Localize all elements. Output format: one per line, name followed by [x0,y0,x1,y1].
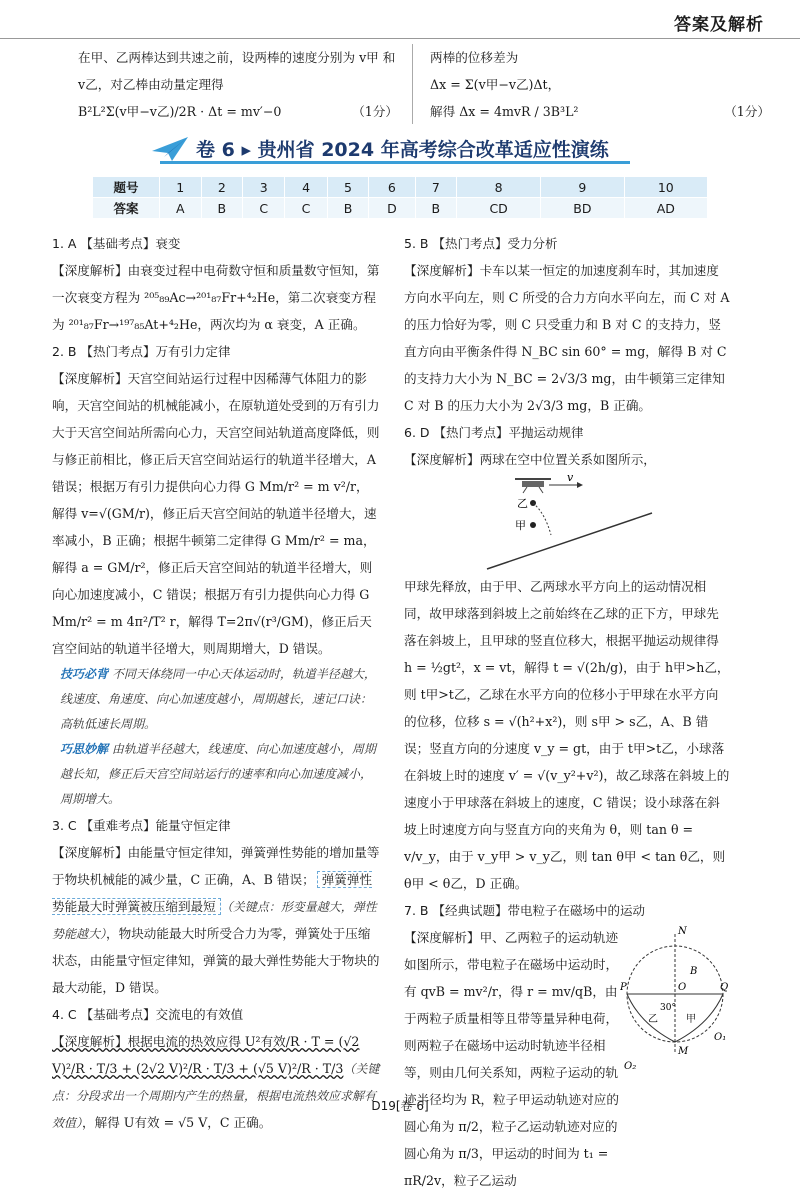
table-cell: 5 [327,177,369,198]
table-cell: B [415,198,457,219]
drone-icon [515,479,551,493]
top-right-score: （1分） [724,104,770,119]
q5-heading: 5. B 【热门考点】受力分析 [404,236,558,251]
table-cell: BD [541,198,624,219]
q3-key-note: （关键点：形变量越大，弹性势能越大） [52,900,377,941]
q4-heading: 4. C 【基础考点】交流电的有效值 [52,1007,244,1022]
top-left-line1: 在甲、乙两棒达到共速之前，设两棒的速度分别为 v甲 和 [78,50,396,65]
top-right-block [430,44,770,125]
table-cell: CD [457,198,541,219]
header-title: 答案及解析 [674,15,764,35]
table-cell: AD [624,198,707,219]
table-cell: 9 [541,177,624,198]
q3-text-2: ，物块动能最大时所受合力为零，弹簧处于压缩状态，由能量守恒定律知，弹簧的最大弹性势能大于物块的最大动能，D 错误。 [52,926,380,995]
table-cell: A [160,198,202,219]
q4-key-note: （关键点：分段求出一个周期内产生的热量，根据电流热效应求解有效值） [52,1062,380,1130]
table-cell: 3 [243,177,285,198]
q1-explanation: 【深度解析】由衰变过程中电荷数守恒和质量数守恒知，第一次衰变方程为 ²⁰⁵₈₉Ac→²⁰¹₈₇Fr+⁴₂He，第二次衰变方程为 ²⁰¹₈₇Fr→¹⁹⁷₈₅At+⁴₂He，两次均为 α 衰变，A 正确。 [52,263,380,332]
right-column [404,230,730,1194]
tip-clever [52,737,380,812]
label-P: P [620,982,627,993]
tip-memorize [52,662,380,737]
table-cell: C [285,198,327,219]
q3-explanation [52,839,380,1001]
top-left-score: （1分） [352,104,398,119]
table-cell: 4 [285,177,327,198]
top-right-equation: 解得 Δx = 4mvR / 3B³L² [430,104,579,119]
table-cell: B [201,198,243,219]
projectile-diagram [477,473,657,573]
slope-line [487,513,652,569]
column-divider [412,44,413,124]
q6-heading: 6. D 【热门考点】平抛运动规律 [404,425,584,440]
table-row-answers [93,198,708,219]
label-jia: 甲 [686,1014,696,1025]
table-cell: C [243,198,285,219]
q7-explanation: 【深度解析】甲、乙两粒子的运动轨迹如图所示，带电粒子在磁场中运动时，有 qvB = mv²/r，得 r = mv/qB，由于两粒子质量相等且带等量异种电荷，则两粒子在磁场中运动时轨迹半径相等，则由几何关系知，两粒子运动的轨迹半径均为 R，粒子甲运动轨迹对应的圆心角为 π/2，粒子乙运动轨迹对应的圆心角为 π/3，甲运动的时间为 t₁ = πR/2v，粒子乙运动 [404,930,619,1188]
tip-memorize-text: 不同天体绕同一中心天体运动时，轨道半径越大，线速度、角速度、向心加速度越小，周期越长，速记口诀：高轨低速长周期。 [60,667,376,731]
top-left-block [78,44,398,125]
top-right-line1: 两棒的位移差为 [430,50,519,65]
q7-heading: 7. B 【经典试题】带电粒子在磁场中的运动 [404,903,645,918]
label-angle: 30° [660,1003,676,1013]
banner-title: 卷 6 ▸ 贵州省 2024 年高考综合改革适应性演练 [196,138,609,161]
paper-plane-icon [150,133,190,163]
q4-text-2: ，解得 U有效 = √5 V，C 正确。 [82,1115,272,1130]
row-label-number: 题号 [93,177,160,198]
q3-highlight-box: 弹簧弹性势能最大时弹簧被压缩到最短 [52,872,373,914]
label-O2: O₂ [624,1061,637,1072]
label-yi: 乙 [648,1014,658,1025]
q1-heading: 1. A 【基础考点】衰变 [52,236,181,251]
tip-clever-label: 巧思妙解 [60,742,109,756]
velocity-arrowhead [577,482,583,488]
tip-clever-text: 由轨道半径越大，线速度、向心加速度越小，周期越长知，修正后天宫空间站运行的速率和向心加速度减小，周期增大。 [60,742,376,806]
page-footer: D19[卷 6] [371,1099,429,1113]
ball-jia-label: 甲 [515,519,526,532]
velocity-label: v [567,473,574,484]
table-cell: 7 [415,177,457,198]
q7-block [404,924,730,1194]
table-cell: B [327,198,369,219]
q3-heading: 3. C 【重难考点】能量守恒定律 [52,818,231,833]
q6-explanation: 甲球先释放，由于甲、乙两球水平方向上的运动情况相同，故甲球落到斜坡上之前始终在乙球的正下方，甲球先落在斜坡上，且甲球的竖直位移大，根据平抛运动规律得 h = ½gt²，x = vt，解得 t = √(2h/g)，由于 h甲>h乙，则 t甲>t乙，乙球在水平方向的位移小于甲球在水平方向的位移，位移 s = √(h²+x²)，则 s甲 > s乙，A、B 错误；竖直方向的分速度 v_y = gt，由于 t甲>t乙，小球落在斜坡上时的速度 v′ = √(v_y²+v²)，故乙球落在斜坡上的速度小于甲球落在斜坡上的速度，C 错误；设小球落在斜坡上时速度方向与竖直方向的夹角为 θ，则 tan θ = v/v_y，由于 v_y甲 > v_y乙，则 tan θ甲 < tan θ乙，则 θ甲 < θ乙，D 正确。 [404,579,730,891]
q2-explanation: 【深度解析】天宫空间站运行过程中因稀薄气体阻力的影响，天宫空间站的机械能减小，在原轨道处受到的万有引力大于天宫空间站所需向心力，天宫空间站轨道高度降低，则与修正前相比，修正后天宫空间站运行的轨道半径增大，A 错误；根据万有引力提供向心力得 G Mm/r² = m v²/r，解得 v=√(GM/r)，修正后天宫空间站的轨道半径增大，速率减小，B 正确；根据牛顿第二定律得 G Mm/r² = ma，解得 a = GM/r²，修正后天宫空间站的轨道半径增大，则向心加速度减小，C 错误；根据万有引力提供向心力得 G Mm/r² = m 4π²/T² r，解得 T=2π√(r³/GM)，修正后天宫空间站的轨道半径增大，则周期增大，D 错误。 [52,371,380,656]
table-cell: 1 [160,177,202,198]
magnetic-field-diagram [620,924,730,1074]
ball-jia [530,522,536,528]
left-column [52,230,380,1136]
q6-intro: 【深度解析】两球在空中位置关系如图所示， [404,452,656,467]
q4-explanation [52,1028,380,1136]
table-row-numbers [93,177,708,198]
top-left-line2: v乙，对乙棒由动量定理得 [78,77,224,92]
table-cell: 10 [624,177,707,198]
banner-underline [160,161,630,164]
q5-explanation: 【深度解析】卡车以某一恒定的加速度刹车时，其加速度方向水平向左，则 C 所受的合力方向水平向左，而 C 对 A 的压力恰好为零，则 C 只受重力和 B 对 C 的支持力，竖直方向由平衡条件得 N_BC sin 60° = mg，解得 B 对 C 的支持力大小为 N_BC = 2√3/3 mg，由牛顿第三定律知 C 对 B 的压力大小为 2√3/3 mg，B 正确。 [404,263,730,413]
table-cell: D [369,198,415,219]
label-O: O [678,982,687,993]
top-left-equation: B²L²Σ(v甲−v乙)/2R · Δt = mv′−0 [78,104,282,119]
trajectory-yi [533,503,551,535]
label-O1: O₁ [714,1032,727,1043]
table-cell: 8 [457,177,541,198]
row-label-answer: 答案 [93,198,160,219]
header-rule [0,38,800,39]
q4-text-1: 【深度解析】根据电流的热效应得 U²有效/R · T = (√2 V)²/R · T/3 + (2√2 V)²/R · T/3 + (√5 V)²/R · T/3 [52,1034,360,1076]
table-cell: 6 [369,177,415,198]
label-N: N [678,926,687,937]
q2-heading: 2. B 【热门考点】万有引力定律 [52,344,231,359]
label-Q: Q [720,982,729,993]
answer-table [92,176,708,219]
label-B: B [690,966,698,977]
q3-text-1: 【深度解析】由能量守恒定律知，弹簧弹性势能的增加量等于物块机械能的减少量，C 正确，A、B 错误； [52,845,380,887]
label-M: M [678,1046,689,1057]
tip-memorize-label: 技巧必背 [60,667,109,681]
table-cell: 2 [201,177,243,198]
top-right-line2: Δx = Σ(v甲−v乙)Δt， [430,77,561,92]
ball-yi-label: 乙 [517,497,528,510]
